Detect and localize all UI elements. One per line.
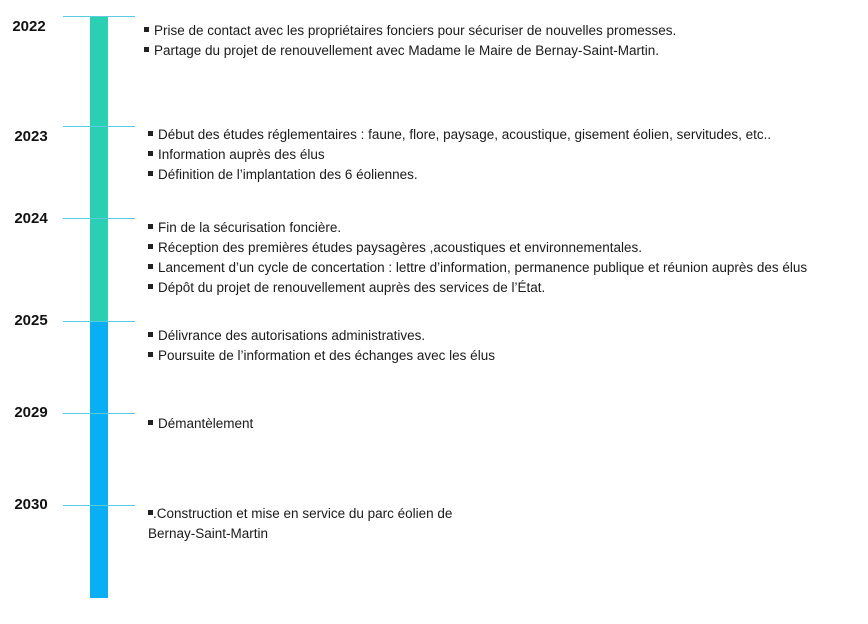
list-item: Lancement d’un cycle de concertation : lettre d’information, permanence publique et réunion auprès des élus xyxy=(148,258,807,278)
bullet-icon xyxy=(148,151,153,156)
tick-2025 xyxy=(63,321,135,322)
year-2023: 2023 xyxy=(14,128,48,145)
list-item-continuation: Bernay-Saint-Martin xyxy=(148,526,269,541)
timeline-bar-early xyxy=(90,16,108,322)
entry-2024 xyxy=(148,218,807,298)
bullet-icon xyxy=(148,510,153,515)
timeline-bar-late xyxy=(90,322,108,598)
list-item: Démantèlement xyxy=(148,414,253,434)
tick-2030 xyxy=(63,505,135,506)
list-item: .Construction et mise en service du parc éolien de xyxy=(148,504,452,524)
bullet-icon xyxy=(148,332,153,337)
entry-2022 xyxy=(144,21,676,61)
list-item: Information auprès des élus xyxy=(148,145,771,165)
list-item: Fin de la sécurisation foncière. xyxy=(148,218,807,238)
list-item: Délivrance des autorisations administratives. xyxy=(148,326,495,346)
bullet-icon xyxy=(148,264,153,269)
year-2030: 2030 xyxy=(14,496,48,513)
bullet-icon xyxy=(144,27,149,32)
list-item: Dépôt du projet de renouvellement auprès des services de l’État. xyxy=(148,278,807,298)
bullet-icon xyxy=(148,420,153,425)
year-2029: 2029 xyxy=(14,404,48,421)
tick-2029 xyxy=(63,413,135,414)
bullet-icon xyxy=(148,352,153,357)
entry-2030 xyxy=(148,504,452,544)
bullet-icon xyxy=(148,224,153,229)
bullet-icon xyxy=(148,131,153,136)
list-item: Réception des premières études paysagères ,acoustiques et environnementales. xyxy=(148,238,807,258)
year-2024: 2024 xyxy=(14,210,48,227)
bullet-icon xyxy=(148,284,153,289)
tick-2022 xyxy=(63,16,135,17)
list-item: Prise de contact avec les propriétaires fonciers pour sécuriser de nouvelles promesses. xyxy=(144,21,676,41)
entry-2023 xyxy=(148,125,771,185)
list-item: Partage du projet de renouvellement avec Madame le Maire de Bernay-Saint-Martin. xyxy=(144,41,676,61)
list-item: Début des études réglementaires : faune, flore, paysage, acoustique, gisement éolien, servitudes, etc.. xyxy=(148,125,771,145)
tick-2024 xyxy=(63,218,135,219)
year-2022: 2022 xyxy=(12,18,46,35)
list-item: Poursuite de l’information et des échanges avec les élus xyxy=(148,346,495,366)
bullet-icon xyxy=(144,47,149,52)
bullet-icon xyxy=(148,171,153,176)
year-2025: 2025 xyxy=(14,312,48,329)
entry-2025 xyxy=(148,326,495,366)
tick-2023 xyxy=(63,126,135,127)
entry-2029 xyxy=(148,414,253,434)
bullet-icon xyxy=(148,244,153,249)
list-item: Définition de l’implantation des 6 éoliennes. xyxy=(148,165,771,185)
